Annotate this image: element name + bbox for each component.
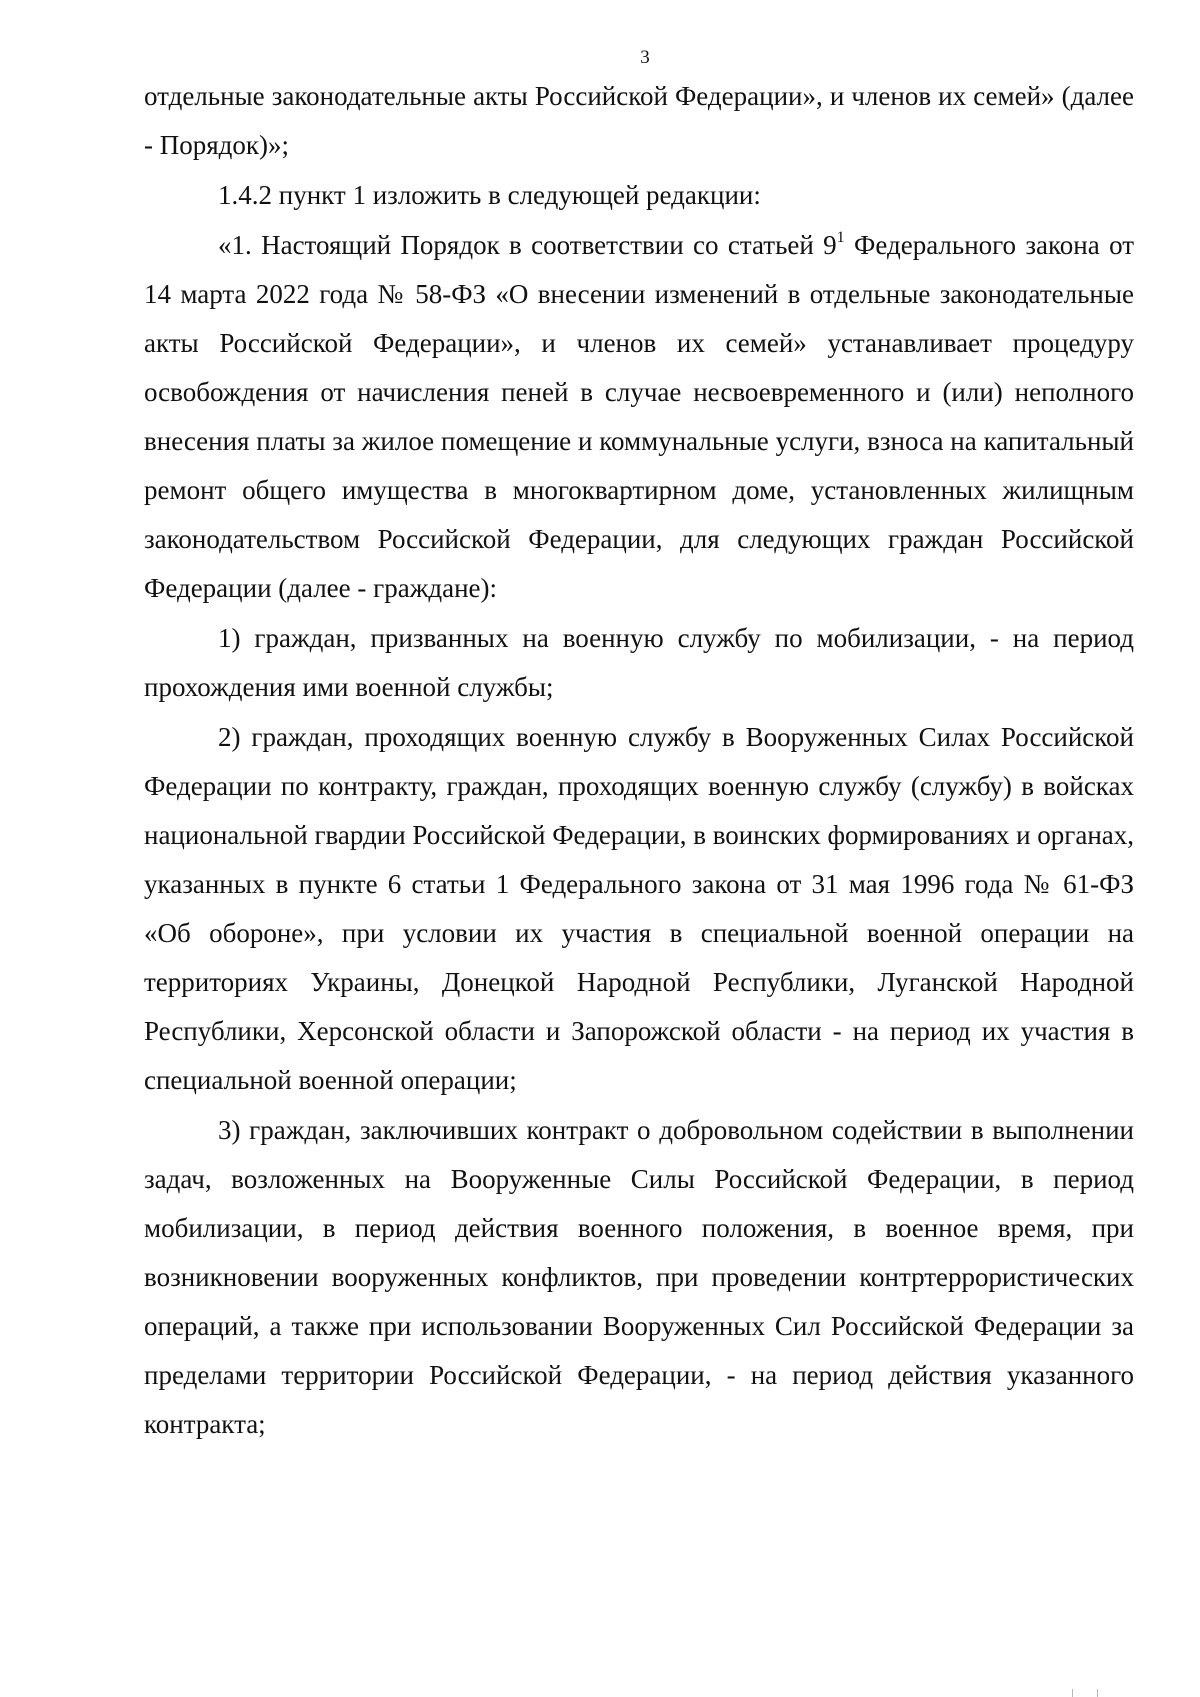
list-item-2: 2) граждан, проходящих военную службу в Вооруженных Силах Российской Федерации по контракту, граждан, проходящих военную службу (службу) в войсках национальной гвардии Российской Федерации, в воинских формированиях и органах, указанных в пункте 6 статьи 1 Федерального закона от 31 мая 1996 года № 61-ФЗ «Об обороне», при условии их участия в специальной военной операции на территориях Украины, Донецкой Народной Республики, Луганской Народной Республики, Херсонской области и Запорожской области - на период их участия в специальной военной операции; — [144, 722, 1135, 1095]
article-superscript: 1 — [836, 229, 845, 246]
document-body — [144, 72, 1134, 1449]
list-item-3: 3) граждан, заключивших контракт о добровольном содействии в выполнении задач, возложенных на Вооруженные Силы Российской Федерации, в период мобилизации, в период действия военного положения, в военное время, при возникновении вооруженных конфликтов, при проведении контртеррористических операций, а также при использовании Вооруженных Сил Российской Федерации за пределами территории Российской Федерации, - на период действия указанного контракта; — [144, 1115, 1134, 1439]
paragraph-point-1 — [144, 221, 1134, 613]
list-item-1: 1) граждан, призванных на военную службу по мобилизации, - на период прохождения ими военной службы; — [144, 623, 1134, 702]
page-number: 3 — [640, 47, 650, 68]
point-1-text-start: «1. Настоящий Порядок в соответствии со статьей 9 — [218, 230, 837, 260]
paragraph-continuation: отдельные законодательные акты Российской Федерации», и членов их семей» (далее - Порядок)»; — [144, 81, 1134, 160]
scan-artifact — [1072, 1689, 1098, 1697]
point-1-text-end: Федерального закона от 14 марта 2022 года № 58-ФЗ «О внесении изменений в отдельные законодательные акты Российской Федерации», и членов их семей» устанавливает процедуру освобождения от начисления пеней в случае несвоевременного и (или) неполного внесения платы за жилое помещение и коммунальные услуги, взноса на капитальный ремонт общего имущества в многоквартирном доме, установленных жилищным законодательством Российской Федерации, для следующих граждан Российской Федерации (далее - граждане): — [144, 230, 1135, 603]
paragraph-amendment-intro: 1.4.2 пункт 1 изложить в следующей редакции: — [218, 180, 761, 210]
